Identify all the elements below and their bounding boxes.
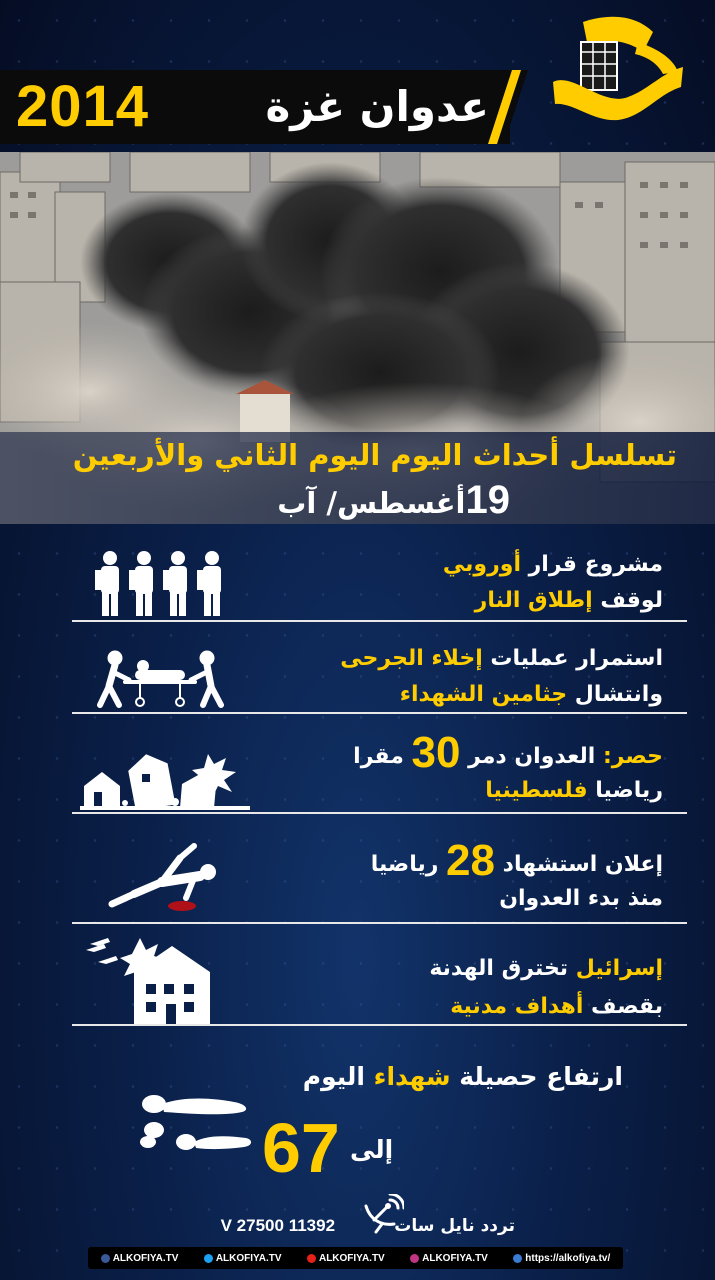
caption-title: تسلسل أحداث اليوم اليوم الثاني والأربعين [72,438,677,472]
page-title: عدوان غزة [265,82,489,131]
divider [72,1024,687,1026]
social-facebook[interactable]: ALKOFIYA.TV [101,1253,179,1264]
total-number: 67 [262,1109,340,1187]
divider [72,620,687,622]
divider [72,922,687,924]
title-year: 2014 [16,74,150,139]
social-youtube[interactable]: ALKOFIYA.TV [307,1253,385,1264]
event-5-line1: إسرائيل تخترق الهدنة [429,956,663,981]
shrouded-bodies-icon [134,1092,254,1158]
stretcher-icon [95,650,225,710]
divider [72,812,687,814]
caption-month: أغسطس/ آب [277,486,466,520]
event-1-line2: لوقف إطلاق النار [474,588,663,613]
nilesat-frequency: تردد نايل سات 11392 V 27500 [220,1216,515,1236]
social-bar [88,1247,623,1269]
soldiers-icon [95,548,235,620]
caption-date [277,478,510,523]
event-5-line2: بقصف أهداف مدنية [450,994,663,1019]
total-to-label: إلى [350,1135,394,1164]
airstrike-house-icon [84,932,214,1027]
social-instagram[interactable]: ALKOFIYA.TV [410,1253,488,1264]
alkofiya-logo-icon [543,12,693,132]
caption-day: 19 [465,478,510,522]
instagram-icon [410,1254,419,1263]
twitter-icon [204,1254,213,1263]
event-4-line1: إعلان استشهاد 28 رياضيا [370,836,663,885]
event-2-line2: وانتشال جثامين الشهداء [399,682,663,707]
social-website[interactable]: https://alkofiya.tv/ [513,1253,610,1264]
social-twitter[interactable]: ALKOFIYA.TV [204,1253,282,1264]
fallen-athlete-icon [104,842,224,914]
event-1-line1: مشروع قرار أوروبي [442,552,663,577]
event-2-line1: استمرار عمليات إخلاء الجرحى [340,646,663,671]
youtube-icon [307,1254,316,1263]
total-headline: ارتفاع حصيلة شهداء اليوم [302,1062,623,1091]
divider [72,712,687,714]
event-3-line1: حصر: العدوان دمر 30 مقرا [353,728,663,777]
event-3-line2: رياضيا فلسطينيا [485,778,663,803]
facebook-icon [101,1254,110,1263]
event-4-line2: منذ بدء العدوان [499,886,663,911]
website-icon [513,1254,522,1263]
destroyed-buildings-icon [80,748,250,810]
